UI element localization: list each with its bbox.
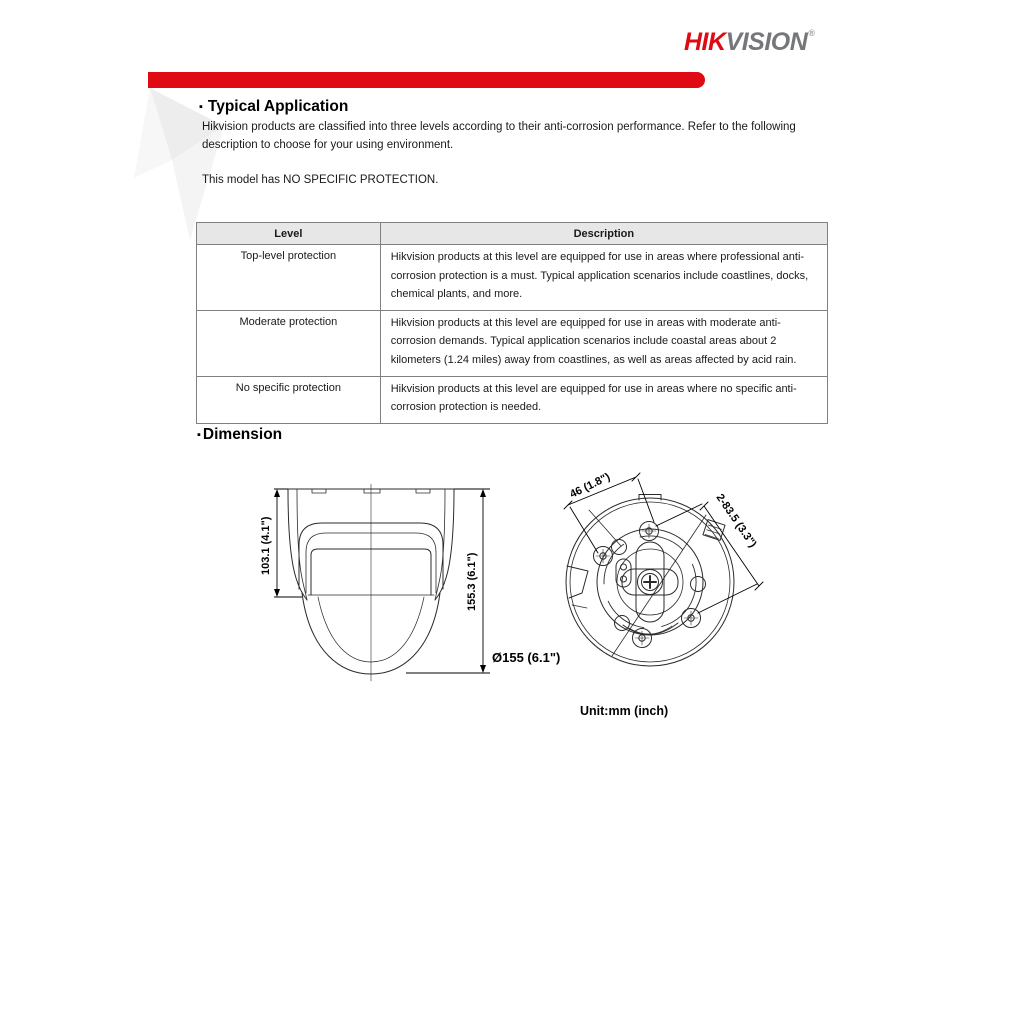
logo-hik-text: HIK [684,28,726,56]
base-diameter-dimension-label: Ø155 (6.1") [492,650,561,665]
description-cell: Hikvision products at this level are equipped for use in areas with moderate anti-corrosion demands. Typical application scenarios include coastal areas about 2 kilometers (1.24 miles) away from coastlines, as well as areas affected by acid rain. [380,310,827,376]
camera-base-bottom-view-drawing [488,453,800,703]
total-height-dimension-label: 155.3 (6.1") [466,552,478,611]
heading-bullet-icon: ▪ [199,101,203,113]
hole-spacing-dimension-label: 2-83.5 (3.3") [713,491,759,550]
protection-level-table [196,222,828,424]
table-row [197,310,828,376]
logo-vision-text: VISION [725,28,808,56]
hole-offset-dimension-label: 46 (1.8") [568,471,613,501]
level-column-header: Level [197,223,381,245]
unit-note: Unit:mm (inch) [580,704,669,718]
mounting-hole [640,522,659,541]
typical-application-intro: Hikvision products are classified into three levels according to their anti-corrosion performance. Refer to the following description to choose for your using environment. [202,121,796,151]
dimension-title: Dimension [202,426,283,443]
table-row [197,245,828,311]
typical-application-heading [199,98,348,116]
level-cell: Moderate protection [197,310,381,376]
model-protection-note: This model has NO SPECIFIC PROTECTION. [202,174,439,186]
level-cell: Top-level protection [197,245,381,311]
description-cell: Hikvision products at this level are equipped for use in areas where no specific anti-corrosion protection is needed. [380,376,827,423]
body-height-dimension-label: 103.1 (4.1") [260,516,272,575]
heading-bullet-icon: ▪ [197,429,201,441]
typical-application-title: Typical Application [207,98,349,115]
mounting-hole [682,609,701,628]
camera-side-view-drawing [256,477,496,692]
hikvision-logo [684,28,814,57]
table-row [197,376,828,423]
mounting-hole [594,547,613,566]
dimension-heading [197,426,282,444]
table-header-row [197,223,828,245]
level-cell: No specific protection [197,376,381,423]
description-cell: Hikvision products at this level are equipped for use in areas where professional anti-corrosion protection is a must. Typical application scenarios include coastlines, docks, chemical plants, and more. [380,245,827,311]
description-column-header: Description [380,223,827,245]
connector-detail [703,520,725,541]
registered-mark: ® [808,28,815,38]
